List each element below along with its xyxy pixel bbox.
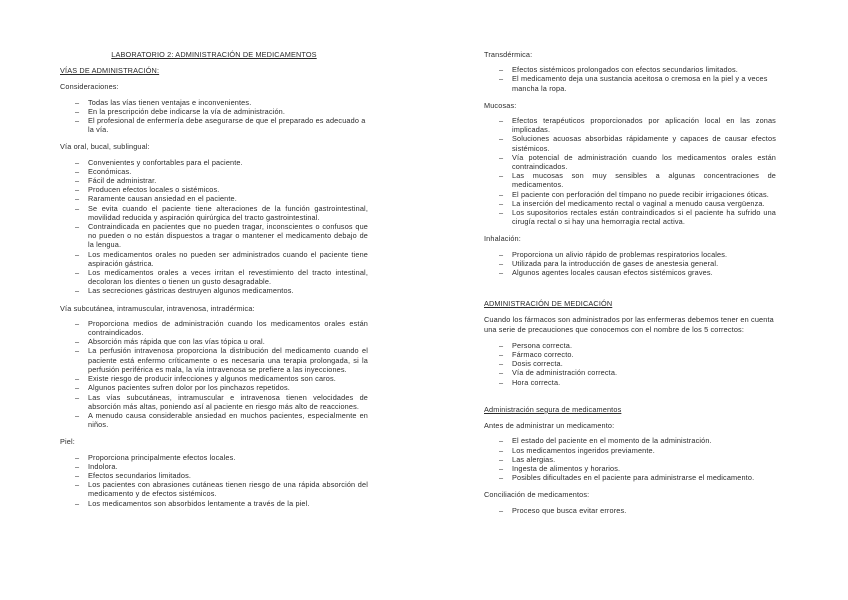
- parenteral-list: [60, 319, 368, 429]
- list-item: – Proporciona medios de administración cuando los medicamentos orales están contraindicados.: [75, 319, 368, 337]
- list-item: – Efectos secundarios limitados.: [75, 471, 368, 480]
- considerations-list: [60, 98, 368, 135]
- list-item: – Hora correcta.: [499, 378, 776, 387]
- oral-list: [60, 158, 368, 296]
- list-item: – Las vías subcutáneas, intramuscular e intravenosa tienen velocidades de absorción más altas, poniendo así al paciente en riesgo más alto de reacciones.: [75, 393, 368, 411]
- list-item: – Posibles dificultades en el paciente para administrarse el medicamento.: [499, 473, 776, 482]
- conciliation-heading: Conciliación de medicamentos:: [484, 490, 590, 500]
- list-item: – El paciente con perforación del tímpano no puede recibir irrigaciones óticas.: [499, 190, 776, 199]
- list-item: – Soluciones acuosas absorbidas rápidamente y capaces de causar efectos sistémicos.: [499, 134, 776, 152]
- parenteral-heading: Vía subcutánea, intramuscular, intravenosa, intradérmica:: [60, 303, 255, 313]
- list-item: – Se evita cuando el paciente tiene alteraciones de la función gastrointestinal, movilidad reducida y aspiración quirúrgica del tracto gastrointestinal.: [75, 204, 368, 222]
- five-rights-list: [484, 341, 776, 387]
- list-item: – En la prescripción debe indicarse la vía de administración.: [75, 107, 368, 116]
- list-item: – Ingesta de alimentos y horarios.: [499, 464, 776, 473]
- list-item: – Indolora.: [75, 462, 368, 471]
- mucosa-heading: Mucosas:: [484, 100, 517, 110]
- section-title-vias: VÍAS DE ADMINISTRACIÓN:: [60, 66, 160, 76]
- list-item: – Utilizada para la introducción de gases de anestesia general.: [499, 259, 776, 268]
- list-item: – Convenientes y confortables para el paciente.: [75, 158, 368, 167]
- list-item: – Vía de administración correcta.: [499, 368, 776, 377]
- list-item: – El medicamento deja una sustancia aceitosa o cremosa en la piel y a veces mancha la ropa.: [499, 74, 776, 92]
- list-item: – Los medicamentos ingeridos previamente.: [499, 446, 776, 455]
- list-item: – Las secreciones gástricas destruyen algunos medicamentos.: [75, 286, 368, 295]
- right-column: [484, 50, 776, 523]
- document-title: LABORATORIO 2: ADMINISTRACIÓN DE MEDICAMENTOS: [111, 50, 317, 59]
- list-item: – Fármaco correcto.: [499, 350, 776, 359]
- before-list: [484, 436, 776, 482]
- list-item: – Producen efectos locales o sistémicos.: [75, 185, 368, 194]
- transdermal-list: [484, 65, 776, 93]
- list-item: – Vía potencial de administración cuando los medicamentos orales están contraindicados.: [499, 153, 776, 171]
- oral-heading: Vía oral, bucal, sublingual:: [60, 142, 150, 152]
- list-item: – Todas las vías tienen ventajas e inconvenientes.: [75, 98, 368, 107]
- list-item: – Fácil de administrar.: [75, 176, 368, 185]
- skin-heading: Piel:: [60, 437, 75, 447]
- list-item: – A menudo causa considerable ansiedad en muchos pacientes, especialmente en niños.: [75, 411, 368, 429]
- list-item: – La perfusión intravenosa proporciona la distribución del medicamento cuando el paciente está enfermo críticamente o es necesaria una terapia prolongada, si la perfusión periférica es mala, la vía intravenosa se prefiere a las inyecciones.: [75, 346, 368, 374]
- list-item: – Contraindicada en pacientes que no pueden tragar, inconscientes o confusos que no pueden o no están dispuestos a tragar o mantener el medicamento debajo de la lengua.: [75, 222, 368, 250]
- transdermal-heading: Transdérmica:: [484, 50, 533, 59]
- inhalation-heading: Inhalación:: [484, 234, 521, 244]
- list-item: – Las mucosas son muy sensibles a algunas concentraciones de medicamentos.: [499, 171, 776, 189]
- considerations-heading: Consideraciones:: [60, 82, 119, 92]
- list-item: – Efectos sistémicos prolongados con efectos secundarios limitados.: [499, 65, 776, 74]
- list-item: – Los supositorios rectales están contraindicados si el paciente ha sufrido una cirugía rectal o si hay una hemorragia rectal activa.: [499, 208, 776, 226]
- list-item: – El profesional de enfermería debe asegurarse de que el preparado es adecuado a la vía.: [75, 116, 368, 134]
- list-item: – Los medicamentos son absorbidos lentamente a través de la piel.: [75, 499, 368, 508]
- skin-list: [60, 453, 368, 508]
- list-item: – Proporciona principalmente efectos locales.: [75, 453, 368, 462]
- list-item: – La inserción del medicamento rectal o vaginal a menudo causa vergüenza.: [499, 199, 776, 208]
- list-item: – Efectos terapéuticos proporcionados por aplicación local en las zonas implicadas.: [499, 116, 776, 134]
- admin-intro: Cuando los fármacos son administrados por las enfermeras debemos tener en cuenta una serie de precauciones que conocemos con el nombre de los 5 correctos:: [484, 315, 774, 334]
- list-item: – Absorción más rápida que con las vías tópica u oral.: [75, 337, 368, 346]
- list-item: – Algunos pacientes sufren dolor por los pinchazos repetidos.: [75, 383, 368, 392]
- conciliation-list: [484, 506, 776, 515]
- list-item: – Proporciona un alivio rápido de problemas respiratorios locales.: [499, 250, 776, 259]
- section-title-segura: Administración segura de medicamentos: [484, 404, 622, 414]
- inhalation-list: [484, 250, 776, 278]
- mucosa-list: [484, 116, 776, 226]
- spacer: [484, 285, 776, 299]
- list-item: – Dosis correcta.: [499, 359, 776, 368]
- list-item: – Los medicamentos orales a veces irritan el revestimiento del tracto intestinal, decoloran los dientes o tienen un gusto desagradable.: [75, 268, 368, 286]
- list-item: – Algunos agentes locales causan efectos sistémicos graves.: [499, 268, 776, 277]
- list-item: – Existe riesgo de producir infecciones y algunos medicamentos son caros.: [75, 374, 368, 383]
- list-item: – Los medicamentos orales no pueden ser administrados cuando el paciente tiene aspiración gástrica.: [75, 250, 368, 268]
- list-item: – Económicas.: [75, 167, 368, 176]
- spacer: [484, 395, 776, 405]
- list-item: – Los pacientes con abrasiones cutáneas tienen riesgo de una rápida absorción del medicamento y de efectos sistémicos.: [75, 480, 368, 498]
- left-column: [60, 50, 368, 516]
- list-item: – El estado del paciente en el momento de la administración.: [499, 436, 776, 445]
- list-item: – Proceso que busca evitar errores.: [499, 506, 776, 515]
- list-item: – Raramente causan ansiedad en el paciente.: [75, 194, 368, 203]
- list-item: – Persona correcta.: [499, 341, 776, 350]
- list-item: – Las alergias.: [499, 455, 776, 464]
- before-heading: Antes de administrar un medicamento:: [484, 421, 615, 431]
- section-title-administracion: ADMINISTRACIÓN DE MEDICACIÓN: [484, 299, 613, 309]
